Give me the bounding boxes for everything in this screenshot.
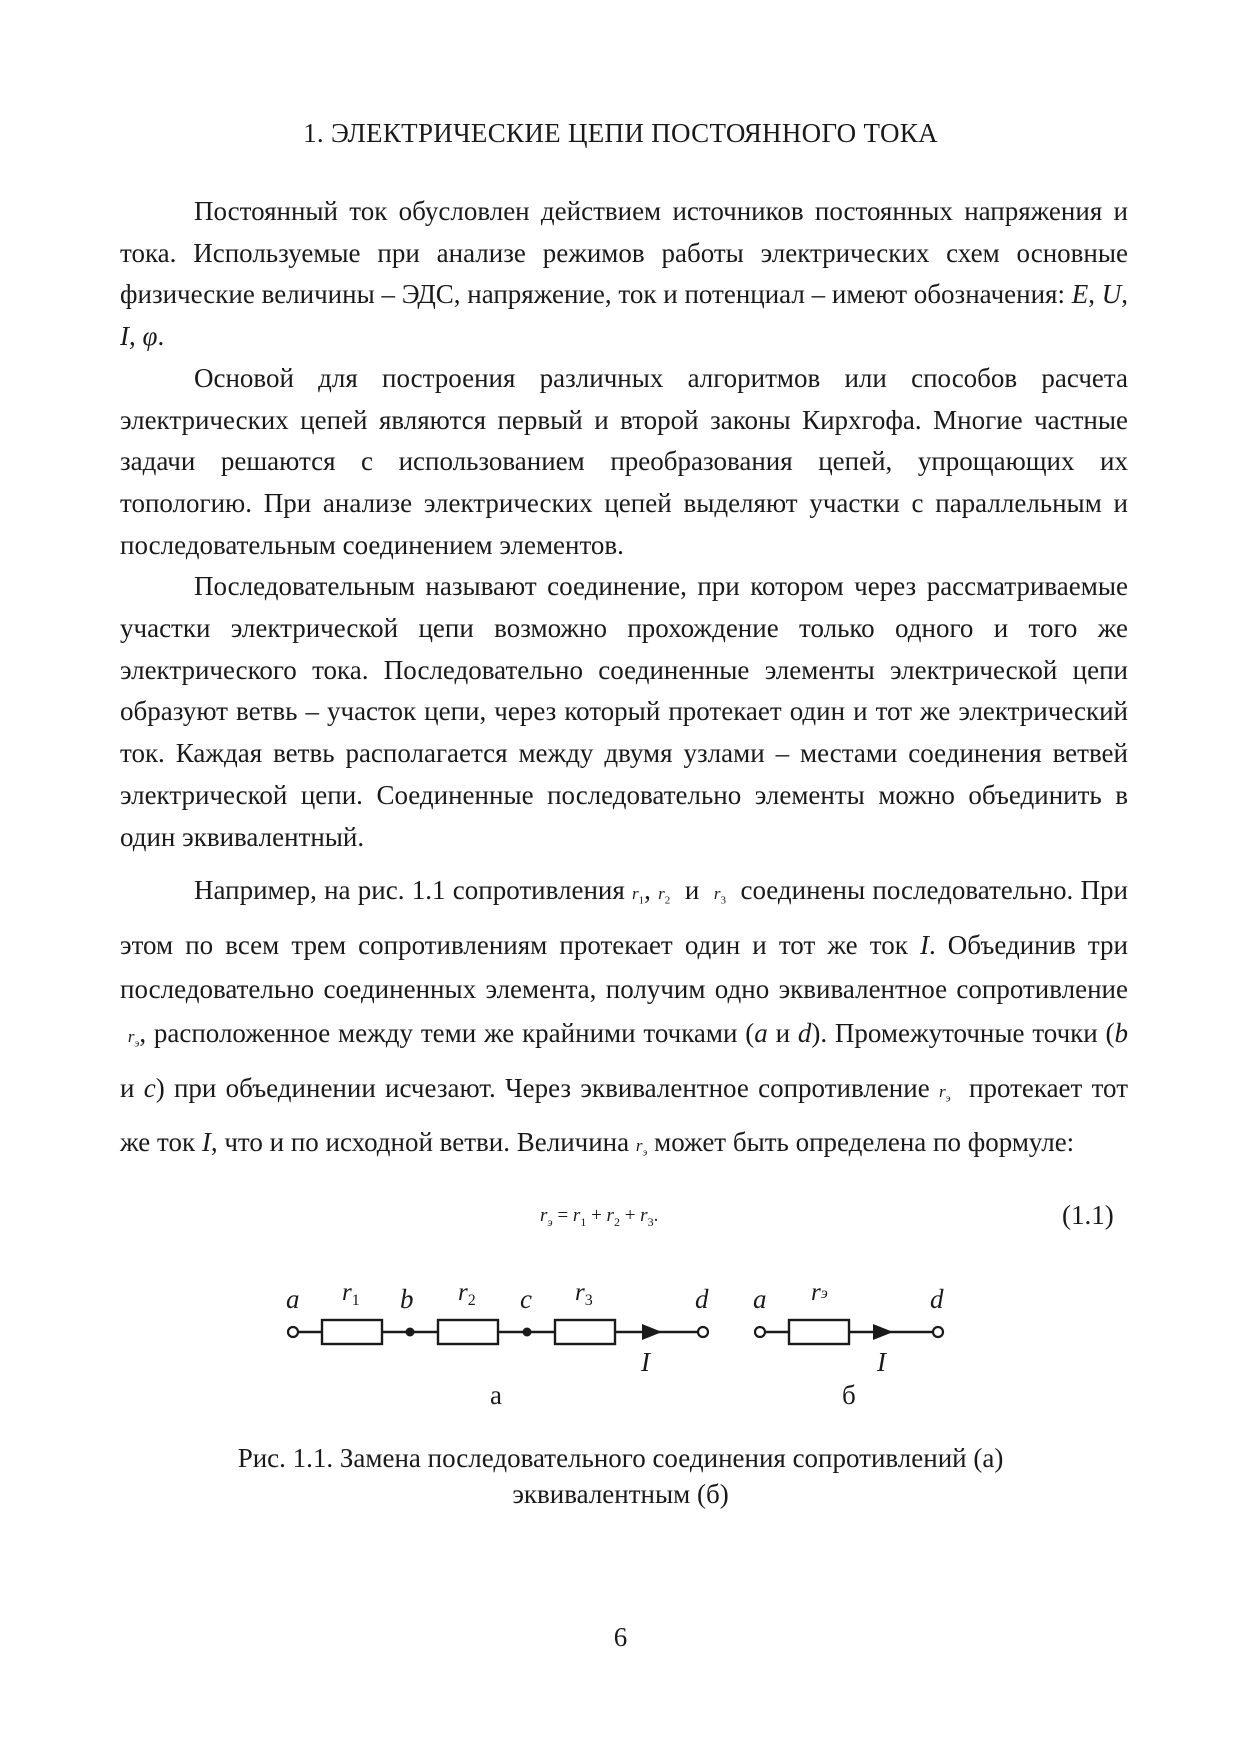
resistor-label-r3: $r_3$ [575,1279,593,1309]
figure-label-b: б [842,1380,856,1410]
resistor-r2 [438,1320,498,1344]
node-c [523,1328,532,1337]
resistor-r1 [322,1320,382,1344]
caption-line-2: эквивалентным (б) [512,1479,729,1509]
symbol-r2: $r_2$ [658,884,671,907]
symbol-phi: φ [142,321,158,352]
paragraph-4-part-3: . Объединив три последовательно соединенных элемента, получим одно эквивалентное сопротивление [120,929,1128,1004]
paragraph-4: Например, на рис. 1.1 сопротивления $r_1$, $r_2$ и $r_3$ соединены последовательно. При этом по всем трем сопротивлениям протекает один и тот же ток I. Объединив три последовательно соединенных элемента, получим одно эквивалентное сопротивление $r_э$, расположенное между теми же крайними точками (a и d). Промежуточные точки (b и c) при объединении исчезают. Через эквивалентное сопротивление $r_э$ протекает тот же ток I, что и по исходной ветви. Величина $r_э$ может быть определена по формуле: [120,875,1129,1159]
terminal-a-b [755,1327,765,1337]
node-b [406,1328,415,1337]
symbol-r3: $r_3$ [713,884,726,907]
point-d: d [797,1018,812,1048]
paragraph-4-block [120,868,1128,1175]
paragraph-4-part-5: ). Промежуточные точки ( [811,1018,1115,1048]
resistor-label-re: rэ [811,1279,828,1306]
paragraph-1-text: Постоянный ток обусловлен действием источников постоянных напряжения и тока. Используемые при анализе режимов работы электрических схем основные физические величины – ЭДС, напряжение, ток и потенциал – имеют обозначения: [120,196,1128,310]
symbol-re: $r_э$ [127,1027,140,1050]
equation-number: (1.1) [1062,1200,1114,1230]
current-arrow-a [642,1324,662,1340]
formula-1-1: $r_э = r_1 + r_2 + r_3$. [540,1205,659,1229]
circuit-b [764,1320,933,1344]
paragraph-4-part-9: может быть определена по формуле: [647,1127,1075,1158]
symbol-e: E [1071,279,1089,310]
point-a: a [754,1018,768,1048]
paragraph-4-part-7: протекает тот же ток [120,1072,1129,1158]
node-label-a: a [286,1284,300,1314]
body-text [120,191,1128,858]
node-label-d: d [695,1284,709,1314]
resistor-label-r1: $r_1$ [342,1279,360,1309]
node-label-b: b [400,1284,414,1314]
point-b: b [1114,1018,1129,1048]
page-number: 6 [613,1622,628,1652]
symbol-re-3: $r_э$ [635,1136,648,1159]
resistor-re [789,1320,849,1344]
current-label-b: I [877,1347,886,1377]
resistor-r3 [555,1320,615,1344]
caption-line-1: Рис. 1.1. Замена последовательного соединения сопротивлений (а) [237,1443,1004,1473]
paragraph-2: Основой для построения различных алгоритмов или способов расчета электрических цепей являются первый и второй законы Кирхгофа. Многие частные задачи решаются с использованием преобразования цепей, упрощающих их топологию. При анализе электрических цепей выделяют участки с параллельным и последовательным соединением элементов. [120,362,1128,560]
node-label-c: c [520,1284,532,1314]
symbol-current-2: I [201,1127,211,1158]
node-label-a-b: a [753,1284,767,1314]
chapter-title: 1. ЭЛЕКТРИЧЕСКИЕ ЦЕПИ ПОСТОЯННОГО ТОКА [303,118,938,148]
terminal-d [698,1327,708,1337]
terminal-a [288,1327,298,1337]
resistor-label-r2: $r_2$ [458,1279,476,1309]
current-label-a: I [641,1347,650,1377]
paragraph-1: Постоянный ток обусловлен действием источников постоянных напряжения и тока. Используемые при анализе режимов работы электрических схем основные физические величины – ЭДС, напряжение, ток и потенциал – имеют обозначения: E, U, I, φ. [120,196,1128,352]
symbol-u: U [1101,279,1122,310]
symbol-current: I [919,929,929,960]
paragraph-4-part-4: , расположенное между теми же крайними точками ( [139,1018,755,1048]
node-label-d-b: d [930,1284,944,1314]
figure-caption [0,1440,1241,1512]
symbol-i: I [120,321,129,352]
paragraph-4-part-8: , что и по исходной ветви. Величина [210,1127,636,1158]
paragraph-4-part-1: Например, на рис. 1.1 сопротивления [194,875,633,905]
terminal-d-b [933,1327,943,1337]
circuit-a [297,1320,698,1344]
paragraph-4-part-2: соединены последовательно. При этом по всем трем сопротивлениям протекает один и тот же ток [120,875,1128,960]
paragraph-3: Последовательным называют соединение, при котором через рассматриваемые участки электрической цепи возможно прохождение только одного и того же электрического тока. Последовательно соединенные элементы электрической цепи образуют ветвь – участок цепи, через который протекает один и тот же электрический ток. Каждая ветвь располагается между двумя узлами – местами соединения ветвей электрической цепи. Соединенные последовательно элементы можно объединить в один эквивалентный. [120,571,1128,852]
current-arrow-b [873,1324,893,1340]
symbol-re-2: $r_э$ [938,1081,951,1104]
circuit-figure [270,1268,990,1378]
paragraph-4-part-6: ) при объединении исчезают. Через эквивалентное сопротивление [155,1072,939,1103]
symbol-r1: $r_1$ [632,884,645,907]
point-c: c [143,1072,156,1103]
figure-label-a: а [490,1380,502,1410]
conjunction-and: и [684,875,700,905]
